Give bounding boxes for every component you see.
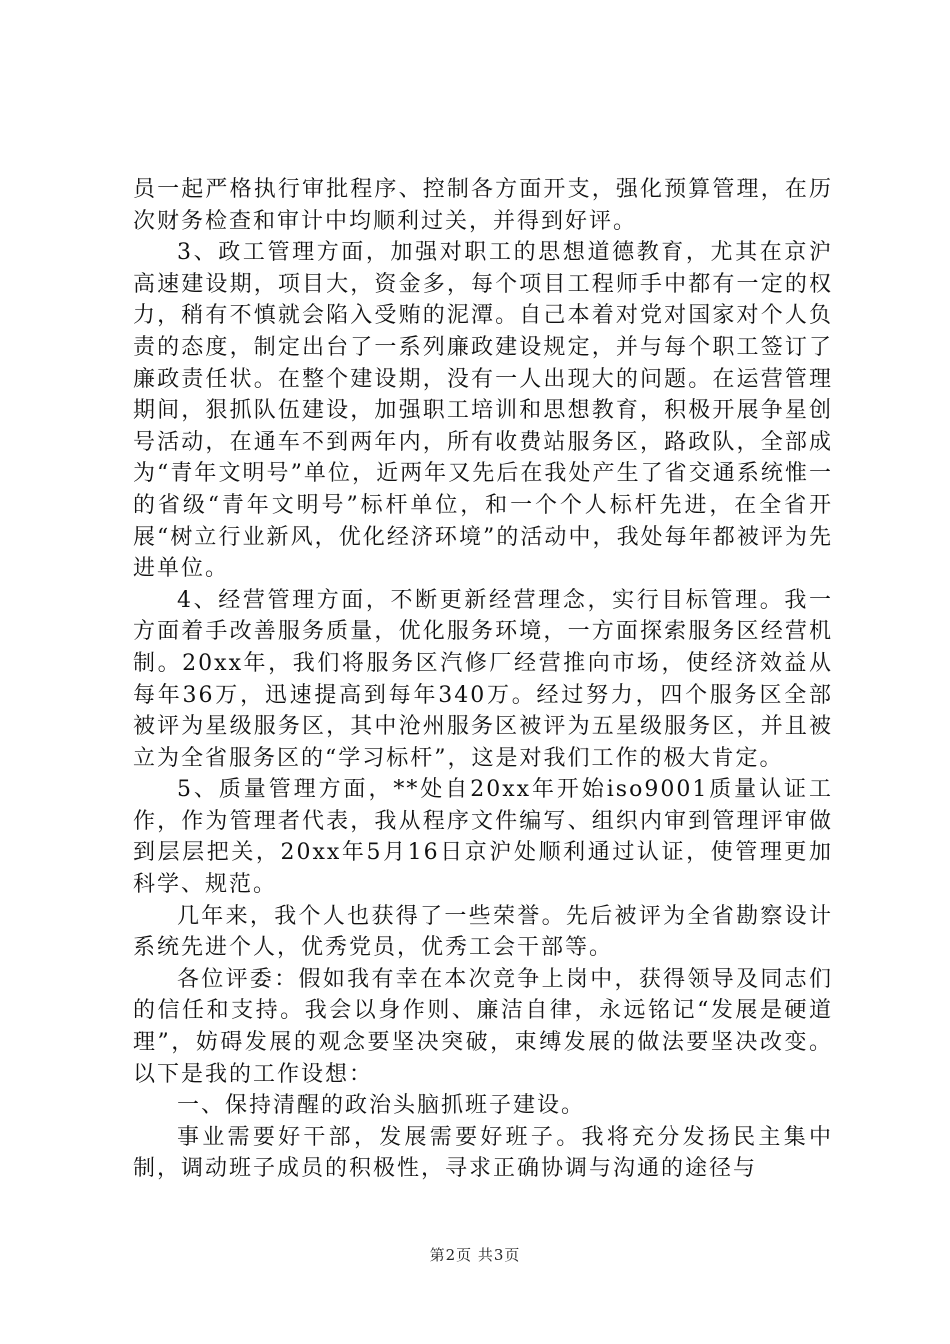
paragraph-section-heading: 一、保持清醒的政治头脑抓班子建设。: [177, 1093, 586, 1119]
paragraph-team-building: 事业需要好干部，发展需要好班子。我将充分发扬民主集中制，调动班子成员的积极性，寻求正确协调与沟通的途径与: [133, 1124, 833, 1182]
paragraph-address-judges: 各位评委：假如我有幸在本次竞争上岗中，获得领导及同志们的信任和支持。我会以身作则、廉洁自律，永远铭记“发展是硬道理”，妨碍发展的观念要坚决突破，束缚发展的做法要坚决改变。以下是我的工作设想：: [133, 966, 833, 1087]
paragraph-political-management: 3、政工管理方面，加强对职工的思想道德教育，尤其在京沪高速建设期，项目大，资金多，每个项目工程师手中都有一定的权力，稍有不慎就会陷入受贿的泥潭。自己本着对党对国家对个人负责的态度，制定出台了一系列廉政建设规定，并与每个职工签订了廉政责任状。在整个建设期，没有一人出现大的问题。在运营管理期间，狠抓队伍建设，加强职工培训和思想教育，积极开展争星创号活动，在通车不到两年内，所有收费站服务区，路政队，全部成为“青年文明号”单位，近两年又先后在我处产生了省交通系统惟一的省级“青年文明号”标杆单位，和一个个人标杆先进，在全省开展“树立行业新风，优化经济环境”的活动中，我处每年都被评为先进单位。: [133, 240, 833, 582]
paragraph-quality-management: 5、质量管理方面，**处自20xx年开始iso9001质量认证工作，作为管理者代表，我从程序文件编写、组织内审到管理评审做到层层把关，20xx年5月16日京沪处顺利通过认证，使管理更加科学、规范。: [133, 777, 833, 898]
paragraph-finance-continued: 员一起严格执行审批程序、控制各方面开支，强化预算管理，在历次财务检查和审计中均顺利过关，并得到好评。: [133, 177, 833, 234]
paragraph-honors: 几年来，我个人也获得了一些荣誉。先后被评为全省勘察设计系统先进个人，优秀党员，优秀工会干部等。: [133, 903, 833, 961]
document-body: [133, 174, 833, 1185]
page-number-footer: 第2页 共3页: [429, 1246, 521, 1264]
paragraph-business-management: 4、经营管理方面，不断更新经营理念，实行目标管理。我一方面着手改善服务质量，优化服务环境，一方面探索服务区经营机制。20xx年，我们将服务区汽修厂经营推向市场，使经济效益从每年36万，迅速提高到每年340万。经过努力，四个服务区全部被评为星级服务区，其中沧州服务区被评为五星级服务区，并且被立为全省服务区的“学习标杆”，这是对我们工作的极大肯定。: [133, 587, 833, 771]
